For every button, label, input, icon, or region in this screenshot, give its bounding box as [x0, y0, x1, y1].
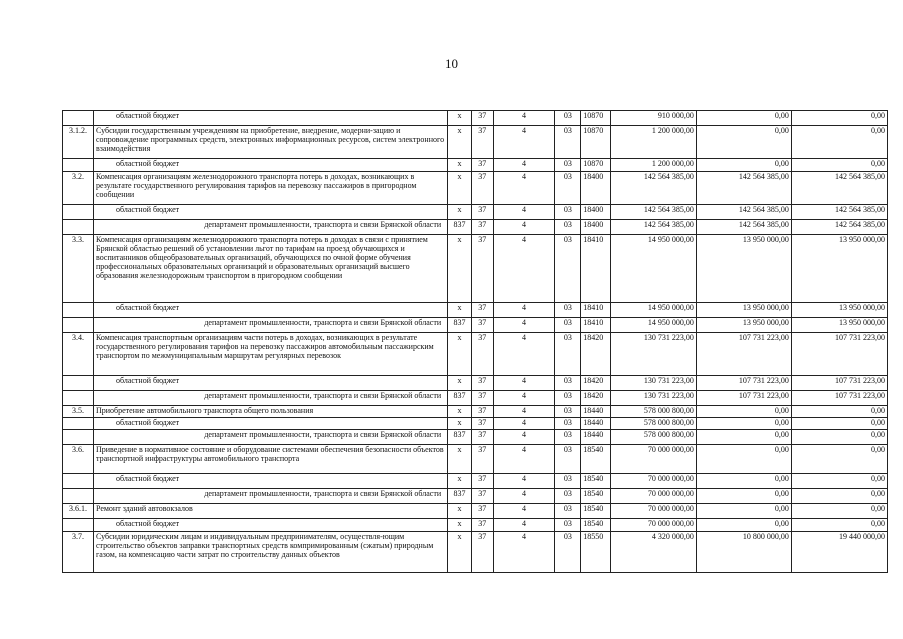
value-year-3: 142 564 385,00	[791, 205, 887, 220]
value-year-1: 70 000 000,00	[611, 445, 697, 474]
code-direction: 18540	[581, 474, 611, 489]
code-subprogram: 4	[493, 318, 555, 333]
value-year-2: 0,00	[696, 418, 791, 430]
row-number: 3.7.	[63, 532, 94, 573]
code-subprogram: 4	[493, 126, 555, 159]
value-year-3: 0,00	[791, 445, 887, 474]
value-year-2: 0,00	[696, 159, 791, 172]
code-section: 03	[555, 376, 581, 391]
row-name: Приведение в нормативное состояние и оборудование системами обеспечения безопасности объектов транспортной инфраструктуры автомобильного транспорта	[93, 445, 447, 474]
value-year-3: 0,00	[791, 418, 887, 430]
code-subprogram: 4	[493, 159, 555, 172]
value-year-1: 14 950 000,00	[611, 235, 697, 303]
code-direction: 18550	[581, 532, 611, 573]
value-year-3: 0,00	[791, 126, 887, 159]
table-row	[63, 235, 888, 303]
code-ministry: x	[448, 474, 472, 489]
code-section: 03	[555, 445, 581, 474]
row-name: областной бюджет	[93, 474, 447, 489]
table-row	[63, 406, 888, 418]
code-section: 03	[555, 235, 581, 303]
code-program: 37	[471, 376, 493, 391]
code-subprogram: 4	[493, 445, 555, 474]
code-section: 03	[555, 489, 581, 504]
row-number	[63, 391, 94, 406]
code-direction: 18420	[581, 376, 611, 391]
value-year-2: 0,00	[696, 504, 791, 519]
row-name: Компенсация организациям железнодорожного транспорта потерь в доходах, возникающих в результате государственного регулирования тарифов на перевозку пассажиров в пригородном сообщении	[93, 172, 447, 205]
code-section: 03	[555, 519, 581, 532]
row-number	[63, 489, 94, 504]
row-name: департамент промышленности, транспорта и связи Брянской области	[93, 220, 447, 235]
code-subprogram: 4	[493, 111, 555, 126]
value-year-1: 70 000 000,00	[611, 474, 697, 489]
value-year-1: 1 200 000,00	[611, 159, 697, 172]
value-year-1: 70 000 000,00	[611, 504, 697, 519]
table-row	[63, 391, 888, 406]
code-ministry: x	[448, 159, 472, 172]
table-row	[63, 489, 888, 504]
table-row	[63, 318, 888, 333]
row-name: областной бюджет	[93, 519, 447, 532]
table-row	[63, 111, 888, 126]
code-ministry: x	[448, 445, 472, 474]
table-row	[63, 430, 888, 445]
row-name: Субсидии юридическим лицам и индивидуальным предпринимателям, осуществля-ющим строительство объектов заправки транспортных средств компримированным (сжатым) природным газом, на компенсацию части затрат по строительству данных объектов	[93, 532, 447, 573]
code-subprogram: 4	[493, 532, 555, 573]
page-number: 10	[445, 56, 458, 71]
row-number	[63, 318, 94, 333]
code-program: 37	[471, 406, 493, 418]
code-ministry: x	[448, 172, 472, 205]
value-year-3: 0,00	[791, 406, 887, 418]
code-subprogram: 4	[493, 418, 555, 430]
code-direction: 18540	[581, 489, 611, 504]
value-year-1: 70 000 000,00	[611, 489, 697, 504]
table-row	[63, 159, 888, 172]
code-subprogram: 4	[493, 235, 555, 303]
row-name: областной бюджет	[93, 111, 447, 126]
code-section: 03	[555, 430, 581, 445]
row-name: областной бюджет	[93, 376, 447, 391]
row-number: 3.5.	[63, 406, 94, 418]
row-name: Субсидии государственным учреждениям на приобретение, внедрение, модерни-зацию и сопровождение программных средств, электронных информационных ресурсов, систем электронного взаимодействия	[93, 126, 447, 159]
value-year-2: 10 800 000,00	[696, 532, 791, 573]
code-section: 03	[555, 205, 581, 220]
code-section: 03	[555, 532, 581, 573]
row-number: 3.6.	[63, 445, 94, 474]
code-ministry: 837	[448, 430, 472, 445]
code-ministry: x	[448, 111, 472, 126]
code-program: 37	[471, 418, 493, 430]
code-ministry: x	[448, 532, 472, 573]
code-program: 37	[471, 532, 493, 573]
code-program: 37	[471, 333, 493, 376]
code-program: 37	[471, 504, 493, 519]
table-row	[63, 333, 888, 376]
code-subprogram: 4	[493, 220, 555, 235]
code-subprogram: 4	[493, 489, 555, 504]
value-year-3: 19 440 000,00	[791, 532, 887, 573]
code-subprogram: 4	[493, 391, 555, 406]
code-program: 37	[471, 445, 493, 474]
code-program: 37	[471, 303, 493, 318]
code-program: 37	[471, 519, 493, 532]
value-year-3: 0,00	[791, 159, 887, 172]
row-number	[63, 376, 94, 391]
code-direction: 18540	[581, 519, 611, 532]
code-section: 03	[555, 474, 581, 489]
code-direction: 18420	[581, 333, 611, 376]
value-year-3: 0,00	[791, 111, 887, 126]
table-row	[63, 418, 888, 430]
value-year-1: 4 320 000,00	[611, 532, 697, 573]
code-direction: 18410	[581, 235, 611, 303]
code-program: 37	[471, 489, 493, 504]
value-year-1: 130 731 223,00	[611, 376, 697, 391]
value-year-2: 0,00	[696, 474, 791, 489]
value-year-2: 0,00	[696, 111, 791, 126]
code-direction: 10870	[581, 159, 611, 172]
code-direction: 18420	[581, 391, 611, 406]
code-direction: 18540	[581, 504, 611, 519]
table-row	[63, 303, 888, 318]
code-section: 03	[555, 418, 581, 430]
code-section: 03	[555, 406, 581, 418]
row-number	[63, 474, 94, 489]
code-ministry: x	[448, 205, 472, 220]
code-subprogram: 4	[493, 376, 555, 391]
value-year-3: 0,00	[791, 474, 887, 489]
value-year-1: 578 000 800,00	[611, 406, 697, 418]
row-number	[63, 303, 94, 318]
value-year-3: 107 731 223,00	[791, 376, 887, 391]
row-number: 3.1.2.	[63, 126, 94, 159]
code-subprogram: 4	[493, 172, 555, 205]
code-section: 03	[555, 391, 581, 406]
code-direction: 18410	[581, 318, 611, 333]
value-year-3: 142 564 385,00	[791, 220, 887, 235]
value-year-1: 14 950 000,00	[611, 318, 697, 333]
budget-table	[62, 110, 888, 573]
code-ministry: x	[448, 303, 472, 318]
value-year-1: 70 000 000,00	[611, 519, 697, 532]
value-year-3: 13 950 000,00	[791, 235, 887, 303]
code-section: 03	[555, 504, 581, 519]
value-year-3: 0,00	[791, 430, 887, 445]
row-name: департамент промышленности, транспорта и связи Брянской области	[93, 430, 447, 445]
value-year-1: 1 200 000,00	[611, 126, 697, 159]
code-subprogram: 4	[493, 430, 555, 445]
code-program: 37	[471, 430, 493, 445]
value-year-2: 0,00	[696, 445, 791, 474]
row-name: областной бюджет	[93, 159, 447, 172]
row-number	[63, 519, 94, 532]
value-year-3: 0,00	[791, 519, 887, 532]
code-program: 37	[471, 391, 493, 406]
value-year-2: 0,00	[696, 126, 791, 159]
code-ministry: x	[448, 126, 472, 159]
row-number	[63, 418, 94, 430]
code-subprogram: 4	[493, 519, 555, 532]
code-section: 03	[555, 318, 581, 333]
code-ministry: x	[448, 418, 472, 430]
value-year-1: 578 000 800,00	[611, 430, 697, 445]
table-row	[63, 205, 888, 220]
code-subprogram: 4	[493, 474, 555, 489]
row-name: Ремонт зданий автовокзалов	[93, 504, 447, 519]
code-direction: 18440	[581, 430, 611, 445]
code-ministry: x	[448, 504, 472, 519]
code-direction: 18440	[581, 406, 611, 418]
row-number: 3.3.	[63, 235, 94, 303]
value-year-2: 0,00	[696, 489, 791, 504]
value-year-1: 142 564 385,00	[611, 205, 697, 220]
value-year-2: 107 731 223,00	[696, 333, 791, 376]
value-year-2: 142 564 385,00	[696, 172, 791, 205]
value-year-1: 142 564 385,00	[611, 220, 697, 235]
value-year-3: 13 950 000,00	[791, 318, 887, 333]
code-program: 37	[471, 318, 493, 333]
code-subprogram: 4	[493, 406, 555, 418]
code-subprogram: 4	[493, 303, 555, 318]
code-direction: 18540	[581, 445, 611, 474]
code-program: 37	[471, 172, 493, 205]
value-year-2: 107 731 223,00	[696, 391, 791, 406]
row-number	[63, 430, 94, 445]
value-year-3: 0,00	[791, 504, 887, 519]
code-section: 03	[555, 333, 581, 376]
row-name: департамент промышленности, транспорта и связи Брянской области	[93, 318, 447, 333]
code-ministry: 837	[448, 318, 472, 333]
value-year-1: 130 731 223,00	[611, 333, 697, 376]
code-program: 37	[471, 235, 493, 303]
code-ministry: x	[448, 376, 472, 391]
table-row	[63, 532, 888, 573]
code-program: 37	[471, 220, 493, 235]
value-year-3: 142 564 385,00	[791, 172, 887, 205]
table-body	[63, 111, 888, 573]
code-subprogram: 4	[493, 333, 555, 376]
value-year-1: 910 000,00	[611, 111, 697, 126]
row-number: 3.2.	[63, 172, 94, 205]
value-year-1: 578 000 800,00	[611, 418, 697, 430]
code-section: 03	[555, 303, 581, 318]
table-row	[63, 474, 888, 489]
code-program: 37	[471, 111, 493, 126]
row-name: Компенсация организациям железнодорожного транспорта потерь в доходах в связи с принятием Брянской областью решений об установлении льгот по тарифам на проезд обучающихся и воспитанников общеобразовательных организаций, обучающихся по очной форме обучения профессиональных образовательных организаций и образовательных организаций высшего образования железнодорожным транспортом в пригородном сообщении	[93, 235, 447, 303]
code-direction: 18410	[581, 303, 611, 318]
code-ministry: x	[448, 406, 472, 418]
code-section: 03	[555, 220, 581, 235]
code-program: 37	[471, 126, 493, 159]
value-year-1: 142 564 385,00	[611, 172, 697, 205]
table-row	[63, 445, 888, 474]
row-number	[63, 220, 94, 235]
code-section: 03	[555, 159, 581, 172]
code-ministry: x	[448, 519, 472, 532]
row-number	[63, 159, 94, 172]
value-year-2: 0,00	[696, 430, 791, 445]
row-name: департамент промышленности, транспорта и связи Брянской области	[93, 391, 447, 406]
code-ministry: 837	[448, 391, 472, 406]
code-program: 37	[471, 474, 493, 489]
value-year-2: 0,00	[696, 406, 791, 418]
value-year-1: 14 950 000,00	[611, 303, 697, 318]
code-direction: 18400	[581, 172, 611, 205]
table-row	[63, 172, 888, 205]
value-year-2: 13 950 000,00	[696, 303, 791, 318]
code-subprogram: 4	[493, 504, 555, 519]
row-number: 3.6.1.	[63, 504, 94, 519]
value-year-3: 13 950 000,00	[791, 303, 887, 318]
code-section: 03	[555, 172, 581, 205]
value-year-2: 142 564 385,00	[696, 205, 791, 220]
row-name: областной бюджет	[93, 303, 447, 318]
code-direction: 10870	[581, 111, 611, 126]
code-ministry: x	[448, 333, 472, 376]
value-year-2: 13 950 000,00	[696, 235, 791, 303]
row-name: областной бюджет	[93, 205, 447, 220]
value-year-2: 142 564 385,00	[696, 220, 791, 235]
row-name: Компенсация транспортным организациям части потерь в доходах, возникающих в результате государственного регулирования тарифов на перевозку пассажиров автомобильным пассажирским транспортом по межмуниципальным маршрутам регулярных перевозок	[93, 333, 447, 376]
table-row	[63, 504, 888, 519]
row-number	[63, 111, 94, 126]
value-year-3: 107 731 223,00	[791, 391, 887, 406]
value-year-3: 0,00	[791, 489, 887, 504]
value-year-2: 0,00	[696, 519, 791, 532]
value-year-2: 107 731 223,00	[696, 376, 791, 391]
code-program: 37	[471, 159, 493, 172]
row-name: областной бюджет	[93, 418, 447, 430]
code-ministry: 837	[448, 220, 472, 235]
code-direction: 10870	[581, 126, 611, 159]
row-number: 3.4.	[63, 333, 94, 376]
row-name: департамент промышленности, транспорта и связи Брянской области	[93, 489, 447, 504]
table-row	[63, 519, 888, 532]
code-direction: 18400	[581, 205, 611, 220]
code-program: 37	[471, 205, 493, 220]
table-row	[63, 376, 888, 391]
value-year-3: 107 731 223,00	[791, 333, 887, 376]
code-subprogram: 4	[493, 205, 555, 220]
code-section: 03	[555, 126, 581, 159]
code-ministry: 837	[448, 489, 472, 504]
code-ministry: x	[448, 235, 472, 303]
row-number	[63, 205, 94, 220]
table-row	[63, 126, 888, 159]
value-year-2: 13 950 000,00	[696, 318, 791, 333]
value-year-1: 130 731 223,00	[611, 391, 697, 406]
row-name: Приобретение автомобильного транспорта общего пользования	[93, 406, 447, 418]
code-section: 03	[555, 111, 581, 126]
code-direction: 18400	[581, 220, 611, 235]
code-direction: 18440	[581, 418, 611, 430]
table-row	[63, 220, 888, 235]
